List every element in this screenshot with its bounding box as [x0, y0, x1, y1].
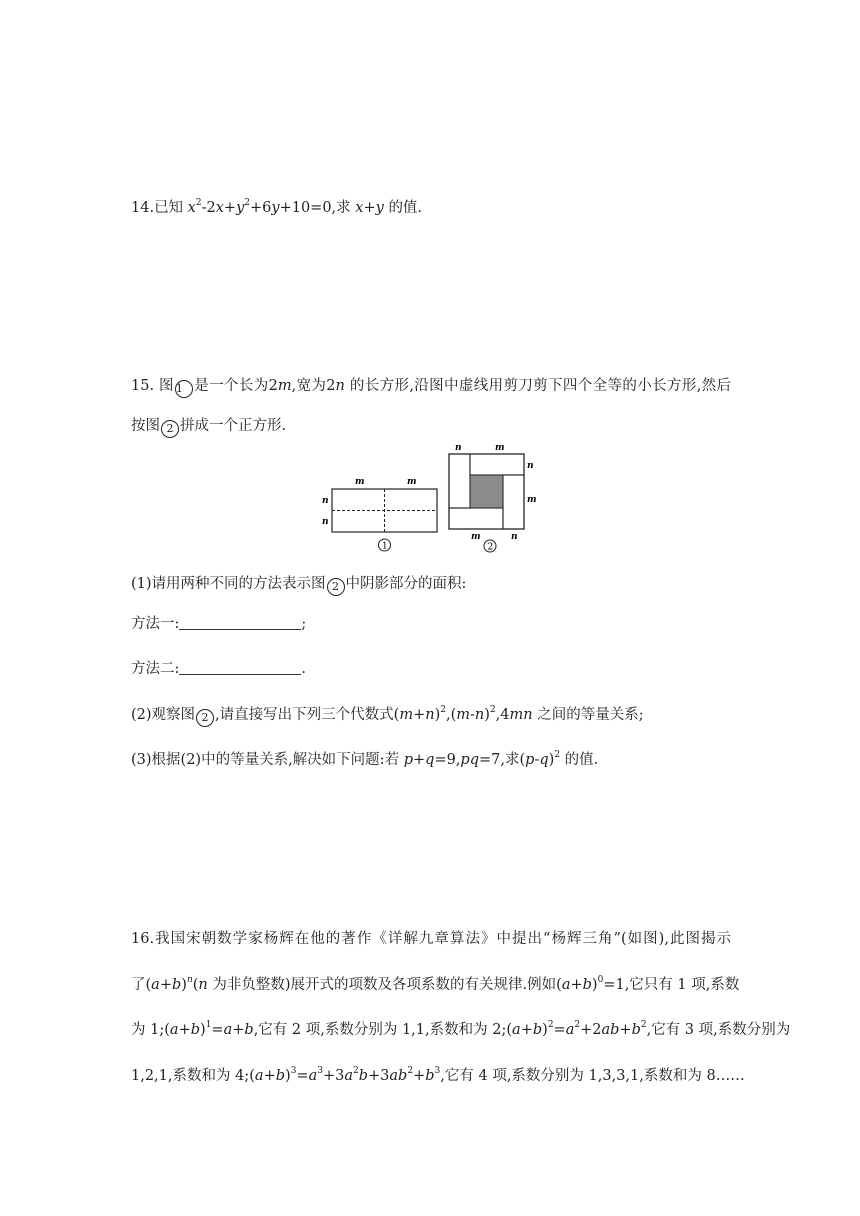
svg-text:n: n [511, 532, 518, 542]
figure-1 [322, 477, 437, 552]
figure-ref-2: 2 [161, 420, 179, 438]
question-16-line-3: 为 $1;(a+b)^1=a+b$,它有 2 项,系数分别为 1,1,系数和为 $2;(a+b)^2=a^2+2ab+b^2$,它有 3 项,系数分别为 [131, 1020, 791, 1038]
question-16-line-4: 1,2,1,系数和为 $4;(a+b)^3=a^3+3a^2b+3ab^2+b^3$,它有 4 项,系数分别为 1,3,3,1,系数和为 8…… [131, 1066, 745, 1084]
answer-blank-2[interactable] [179, 660, 301, 675]
figure-ref-1: 1 [175, 380, 193, 398]
question-number: 14. [131, 200, 155, 216]
svg-text:n: n [527, 461, 534, 471]
question-15-line-2: 按图 2 拼成一个正方形. [131, 416, 286, 438]
question-number: 16. [131, 931, 155, 947]
svg-text:1: 1 [382, 541, 388, 552]
question-15-line-1: 15. 图 1 是一个长为2m,宽为2n 的长方形,沿图中虚线用剪刀剪下四个全等的小长方形,然后 [131, 376, 731, 398]
question-15-part-1: (1)请用两种不同的方法表示图 2 中阴影部分的面积: [131, 574, 466, 596]
answer-blank-1[interactable] [179, 615, 301, 630]
method-2: 方法二: . [131, 661, 306, 677]
svg-text:m: m [407, 477, 417, 487]
question-16-line-2: 了$(a+b)^n(n$ 为非负整数)展开式的项数及各项系数的有关规律.例如$(a+b)^0=1$,它只有 1 项,系数 [131, 975, 740, 993]
question-15-part-3: (3)根据(2)中的等量关系,解决如下问题:若 p+q=9,pq=7,求$(p-q)^2$ 的值. [131, 750, 599, 768]
method-1: 方法一: ; [131, 616, 307, 632]
svg-text:n: n [322, 496, 329, 506]
svg-text:m: m [495, 443, 505, 453]
svg-text:m: m [527, 495, 537, 505]
question-14: 14.已知 $x^2-2x+y^2+6y+10=0$,求 x+y 的值. [131, 198, 423, 216]
svg-text:m: m [471, 532, 481, 542]
svg-text:2: 2 [487, 542, 494, 553]
svg-text:n: n [322, 517, 329, 527]
svg-text:n: n [455, 443, 462, 453]
question-16-line-1: 16.我国宋朝数学家杨辉在他的著作《详解九章算法》中提出“杨辉三角”(如图),此图揭示 [131, 931, 731, 947]
figure-2 [449, 443, 537, 553]
question-number: 15. [131, 378, 155, 394]
rectangle-figures [318, 440, 548, 556]
question-15-part-2: (2)观察图 2 ,请直接写出下列三个代数式$(m+n)^2,(m-n)^2,4mn$ 之间的等量关系; [131, 705, 644, 727]
svg-text:m: m [355, 477, 365, 487]
